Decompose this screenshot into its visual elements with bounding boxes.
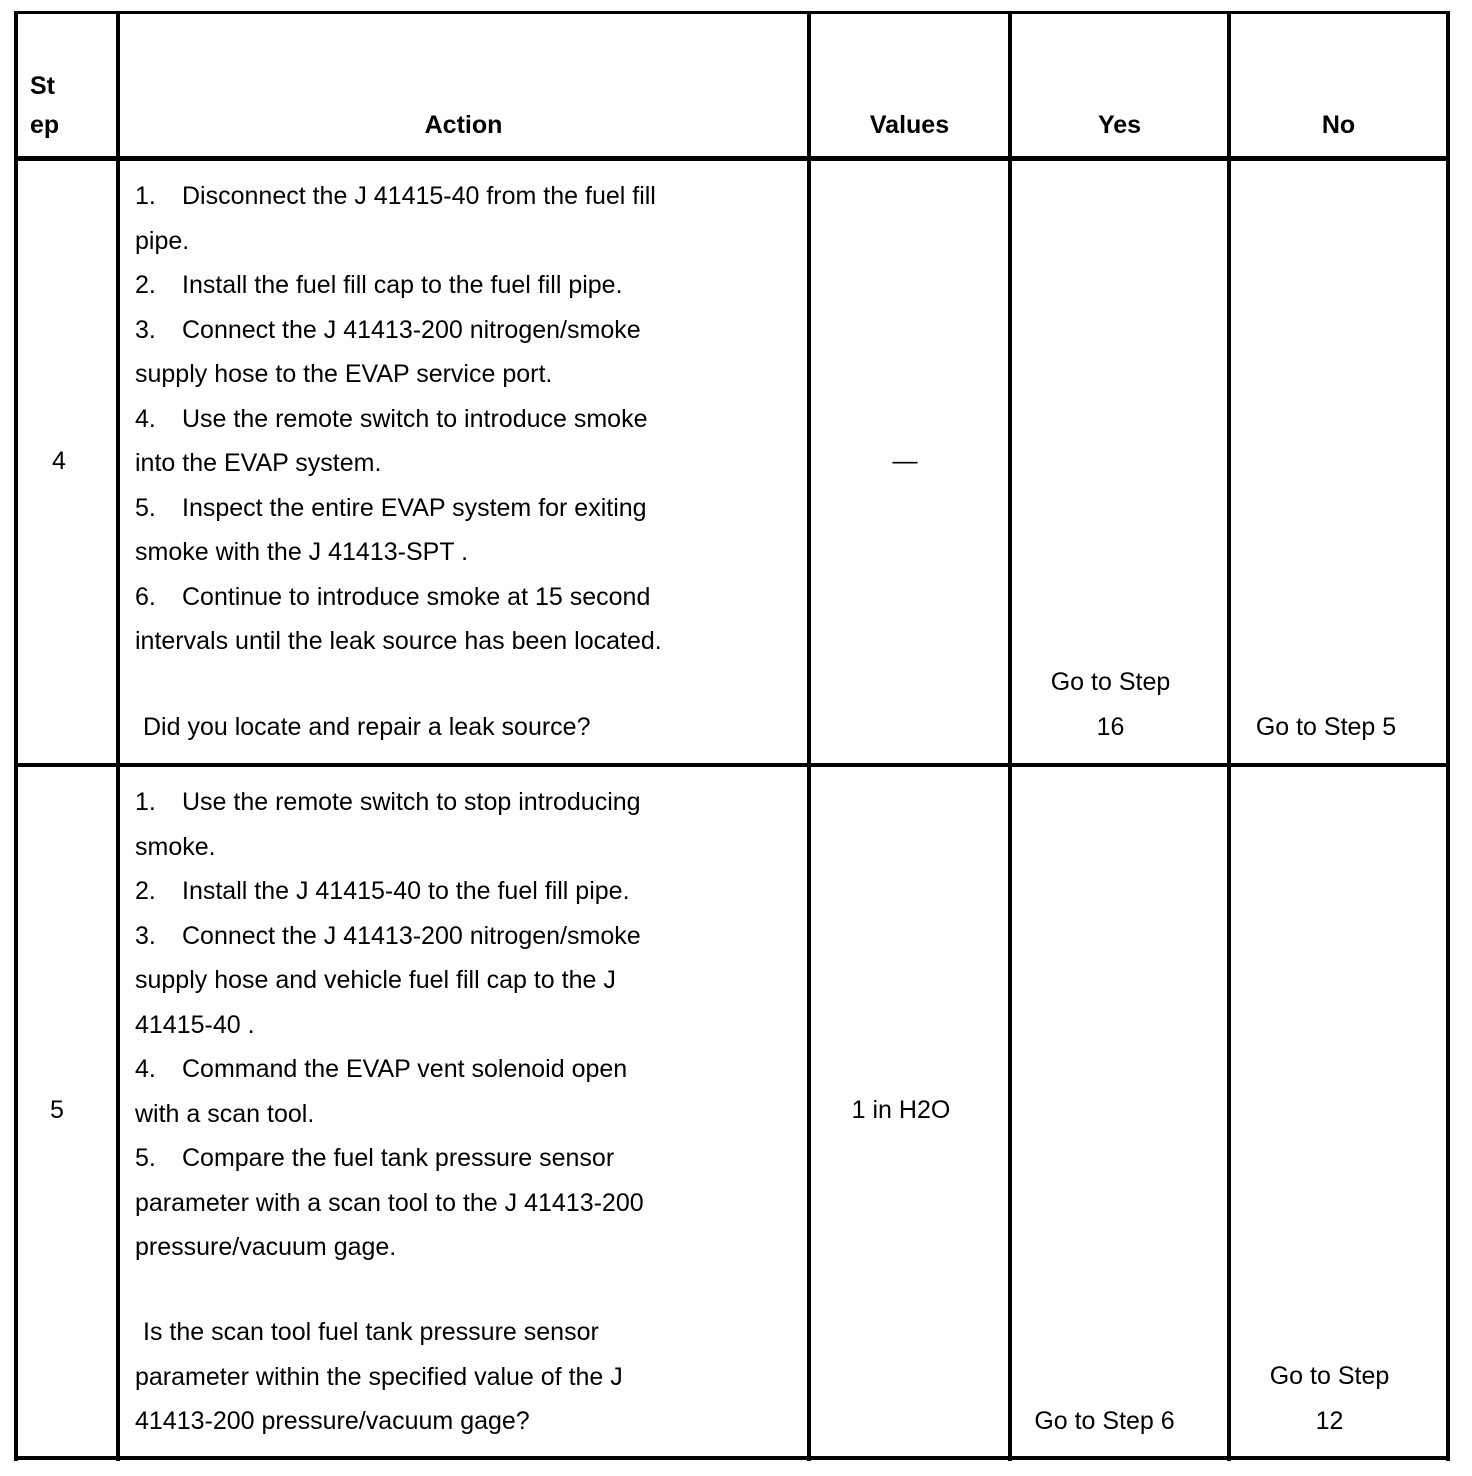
action-line [135, 308, 662, 353]
action-line [135, 1047, 644, 1092]
action-line [135, 486, 662, 531]
question-line: parameter within the specified value of the J [135, 1362, 623, 1391]
action-line [135, 1181, 644, 1226]
action-line-number: 5. [135, 1144, 156, 1172]
header-step-line-1: St [30, 72, 55, 100]
yes-outcome [1012, 1399, 1197, 1444]
action-line-text: Use the remote switch to stop introducing [182, 788, 641, 816]
no-outcome [1231, 705, 1421, 750]
action-line-number: 3. [135, 921, 156, 950]
action-line-text: Disconnect the J 41415-40 from the fuel fill [182, 182, 656, 210]
header-step [30, 67, 59, 145]
action-line [135, 1225, 644, 1270]
action-question [143, 705, 591, 750]
action-line-text: pipe. [135, 226, 190, 255]
header-values: Values [869, 111, 950, 139]
yes-outcome-line: 16 [1096, 712, 1125, 741]
no-outcome-line: Go to Step [1269, 1362, 1390, 1390]
header-divider [14, 156, 1450, 161]
yes-outcome-line: Go to Step [1050, 668, 1171, 696]
header-no: No [1321, 111, 1356, 139]
action-line [135, 219, 662, 264]
row-divider [14, 763, 1450, 767]
column-divider-action [807, 11, 811, 1461]
action-line-text: supply hose to the EVAP service port. [135, 360, 553, 388]
action-line-text: Use the remote switch to introduce smoke [182, 404, 648, 433]
value-cell: 1 in H2O [851, 1096, 951, 1124]
action-line [135, 619, 662, 664]
step-number: 5 [50, 1096, 64, 1124]
action-line [135, 780, 644, 825]
action-line [135, 869, 644, 914]
action-line [135, 958, 644, 1003]
action-line-text: Install the J 41415-40 to the fuel fill pipe. [182, 877, 630, 905]
action-line-text: parameter with a scan tool to the J 41413-200 [135, 1188, 644, 1217]
action-line-number: 4. [135, 1055, 156, 1083]
action-question [135, 1310, 623, 1444]
action-line-text: Inspect the entire EVAP system for exiting [182, 493, 647, 522]
action-line-text: Install the fuel fill cap to the fuel fill pipe. [182, 271, 623, 299]
action-line-number: 3. [135, 315, 156, 344]
question-line: 41413-200 pressure/vacuum gage? [135, 1407, 530, 1435]
action-line-number: 6. [135, 582, 156, 611]
diagnostic-table [14, 11, 1450, 1461]
step-number: 4 [52, 447, 66, 475]
action-line-text: pressure/vacuum gage. [135, 1233, 397, 1261]
action-line-number: 5. [135, 493, 156, 522]
header-yes: Yes [1097, 111, 1142, 139]
action-line-text: supply hose and vehicle fuel fill cap to the J [135, 966, 616, 994]
action-line [135, 174, 662, 219]
action-line [135, 263, 662, 308]
action-line-number: 2. [135, 877, 156, 905]
action-line-text: Connect the J 41413-200 nitrogen/smoke [182, 315, 641, 344]
action-line-number: 1. [135, 788, 156, 816]
table-border-top [14, 11, 1450, 14]
action-line-text: Connect the J 41413-200 nitrogen/smoke [182, 921, 641, 950]
action-line [135, 1092, 644, 1137]
action-line-text: 41415-40 . [135, 1010, 255, 1039]
action-line-text: Compare the fuel tank pressure sensor [182, 1144, 615, 1172]
action-line [135, 397, 662, 442]
action-line-text: smoke. [135, 832, 216, 861]
action-steps-list [135, 780, 644, 1270]
action-line-text: Command the EVAP vent solenoid open [182, 1055, 628, 1083]
header-step-line-2: ep [30, 111, 60, 139]
action-line-text: Continue to introduce smoke at 15 second [182, 582, 651, 611]
action-line [135, 825, 644, 870]
column-divider-step [116, 11, 120, 1461]
table-border-right [1446, 11, 1450, 1461]
action-line [135, 441, 662, 486]
action-line-text: into the EVAP system. [135, 449, 382, 477]
action-line [135, 530, 662, 575]
table-border-left [14, 11, 18, 1461]
action-line [135, 575, 662, 620]
action-line [135, 1003, 644, 1048]
yes-outcome [1012, 660, 1209, 749]
no-outcome-line: 12 [1315, 1406, 1344, 1435]
no-outcome [1231, 1354, 1428, 1443]
yes-outcome-line: Go to Step 6 [1034, 1407, 1175, 1435]
table-border-bottom [14, 1456, 1450, 1460]
action-line-text: with a scan tool. [135, 1099, 315, 1128]
action-line-number: 4. [135, 404, 156, 433]
no-outcome-line: Go to Step 5 [1255, 713, 1397, 741]
action-steps-list [135, 174, 662, 664]
action-line [135, 914, 644, 959]
question-line: Is the scan tool fuel tank pressure sensor [143, 1318, 599, 1346]
action-line-number: 2. [135, 271, 156, 299]
action-line [135, 1136, 644, 1181]
action-line-number: 1. [135, 182, 156, 210]
question-line: Did you locate and repair a leak source? [143, 713, 591, 741]
value-cell: — [892, 447, 918, 475]
header-action: Action [424, 111, 503, 139]
action-line-text: smoke with the J 41413-SPT . [135, 538, 469, 566]
action-line [135, 352, 662, 397]
action-line-text: intervals until the leak source has been located. [135, 627, 662, 655]
